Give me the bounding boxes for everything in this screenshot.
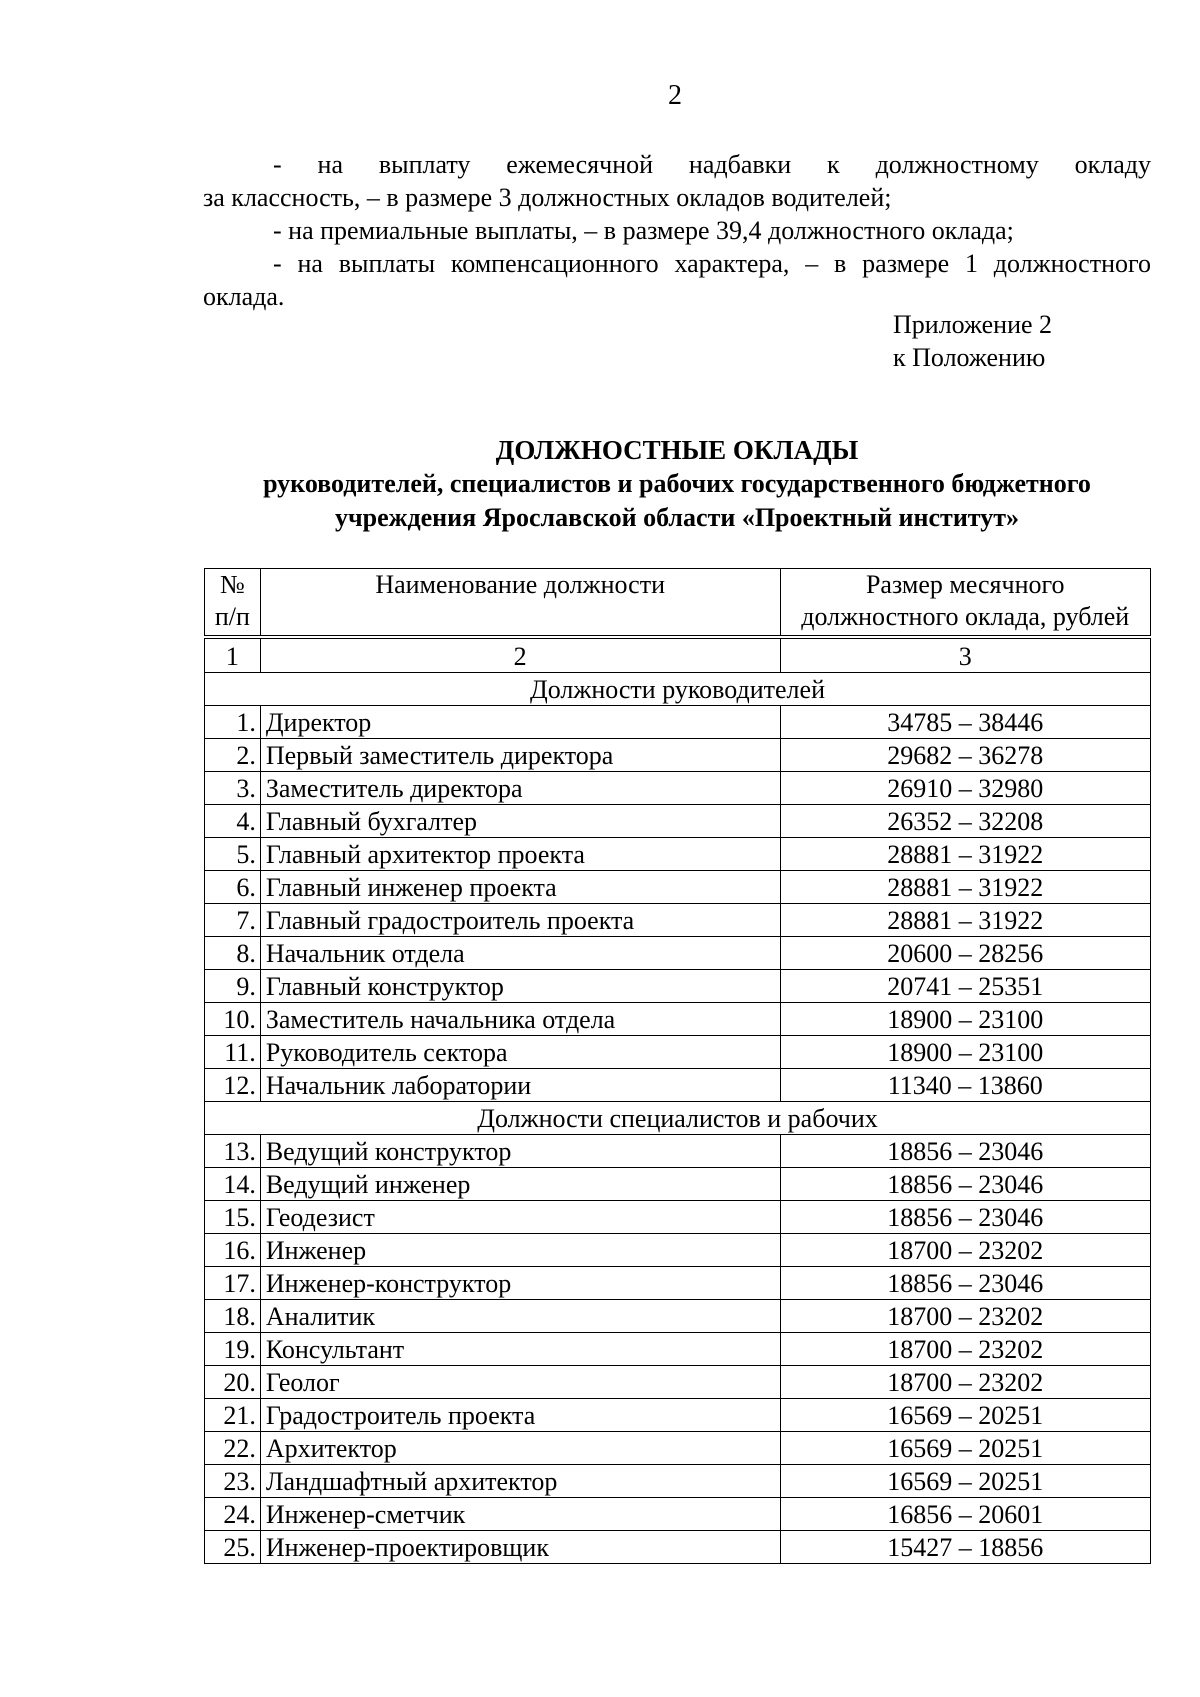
row-number-cell: 1. [205, 706, 261, 739]
row-number-cell: 14. [205, 1168, 261, 1201]
row-number-cell: 19. [205, 1333, 261, 1366]
row-number-cell: 24. [205, 1498, 261, 1531]
table-row [205, 1465, 1151, 1498]
table-row [205, 937, 1151, 970]
salary-range-cell: 18700 – 23202 [780, 1300, 1151, 1333]
position-name-cell: Главный градостроитель проекта [260, 904, 780, 937]
row-number-cell: 3. [205, 772, 261, 805]
table-row [205, 1432, 1151, 1465]
salary-range-cell: 16856 – 20601 [780, 1498, 1151, 1531]
table-row [205, 1399, 1151, 1432]
table-row [205, 1201, 1151, 1234]
position-name-cell: Инженер-конструктор [260, 1267, 780, 1300]
title-main: ДОЛЖНОСТНЫЕ ОКЛАДЫ [495, 435, 859, 465]
row-number-cell: 2. [205, 739, 261, 772]
table-row [205, 1003, 1151, 1036]
salary-range-cell: 16569 – 20251 [780, 1432, 1151, 1465]
salary-range-cell: 34785 – 38446 [780, 706, 1151, 739]
row-number-cell: 11. [205, 1036, 261, 1069]
position-name-cell: Главный бухгалтер [260, 805, 780, 838]
appendix-line: Приложение 2 [893, 310, 1053, 339]
paragraph-line: за классность, – в размере 3 должностных окладов водителей; [203, 183, 892, 212]
row-number-cell: 9. [205, 970, 261, 1003]
position-name-cell: Начальник отдела [260, 937, 780, 970]
row-number-cell: 5. [205, 838, 261, 871]
position-name-cell: Главный архитектор проекта [260, 838, 780, 871]
table-row [205, 838, 1151, 871]
appendix-reference [893, 308, 1052, 374]
row-number-cell: 16. [205, 1234, 261, 1267]
position-name-cell: Ведущий инженер [260, 1168, 780, 1201]
salary-range-cell: 11340 – 13860 [780, 1069, 1151, 1102]
header-text: № [220, 570, 245, 599]
table-row [205, 970, 1151, 1003]
table-row [205, 772, 1151, 805]
position-name-cell: Инженер-проектировщик [260, 1531, 780, 1564]
row-number-cell: 8. [205, 937, 261, 970]
salary-range-cell: 29682 – 36278 [780, 739, 1151, 772]
header-number-cell [205, 569, 261, 638]
header-position-cell: Наименование должности [260, 569, 780, 638]
row-number-cell: 10. [205, 1003, 261, 1036]
title-subtitle-line: учреждения Ярославской области «Проектный институт» [334, 503, 1020, 532]
header-salary-cell [780, 569, 1151, 638]
table-row [205, 1531, 1151, 1564]
section-title: Должности специалистов и рабочих [205, 1102, 1151, 1135]
salary-range-cell: 18856 – 23046 [780, 1201, 1151, 1234]
salary-range-cell: 20600 – 28256 [780, 937, 1151, 970]
section-header-row [205, 1102, 1151, 1135]
column-numbering-row [205, 637, 1151, 673]
position-name-cell: Начальник лаборатории [260, 1069, 780, 1102]
header-text: п/п [214, 602, 250, 631]
document-title [203, 433, 1151, 535]
table-row [205, 1333, 1151, 1366]
salary-range-cell: 28881 – 31922 [780, 871, 1151, 904]
salary-range-cell: 16569 – 20251 [780, 1399, 1151, 1432]
position-name-cell: Градостроитель проекта [260, 1399, 780, 1432]
column-number: 3 [780, 637, 1151, 673]
salary-range-cell: 18900 – 23100 [780, 1036, 1151, 1069]
column-number: 1 [205, 637, 261, 673]
table-row [205, 805, 1151, 838]
salary-range-cell: 26352 – 32208 [780, 805, 1151, 838]
salary-range-cell: 18700 – 23202 [780, 1333, 1151, 1366]
row-number-cell: 21. [205, 1399, 261, 1432]
salary-range-cell: 26910 – 32980 [780, 772, 1151, 805]
column-number: 2 [260, 637, 780, 673]
row-number-cell: 4. [205, 805, 261, 838]
position-name-cell: Главный конструктор [260, 970, 780, 1003]
table-row [205, 1300, 1151, 1333]
table-row [205, 1498, 1151, 1531]
header-text: Размер месячного [865, 570, 1065, 599]
row-number-cell: 6. [205, 871, 261, 904]
title-subtitle-line: руководителей, специалистов и рабочих государственного бюджетного [263, 469, 1091, 498]
paragraph-line: - на выплату ежемесячной надбавки к должностному окладу [273, 150, 1151, 179]
row-number-cell: 13. [205, 1135, 261, 1168]
position-name-cell: Архитектор [260, 1432, 780, 1465]
salary-range-cell: 18700 – 23202 [780, 1234, 1151, 1267]
paragraph-classness-bonus [203, 148, 1151, 214]
table-row [205, 739, 1151, 772]
table-row [205, 1069, 1151, 1102]
table-row [205, 1366, 1151, 1399]
row-number-cell: 12. [205, 1069, 261, 1102]
paragraph-compensation-payments [203, 247, 1151, 313]
position-name-cell: Заместитель начальника отдела [260, 1003, 780, 1036]
table-row [205, 1036, 1151, 1069]
position-name-cell: Геодезист [260, 1201, 780, 1234]
section-title: Должности руководителей [205, 673, 1151, 706]
row-number-cell: 17. [205, 1267, 261, 1300]
paragraph-line: - на премиальные выплаты, – в размере 39,4 должностного оклада; [273, 216, 1014, 245]
table-row [205, 871, 1151, 904]
page-number: 2 [668, 80, 682, 111]
position-name-cell: Инженер [260, 1234, 780, 1267]
position-name-cell: Ландшафтный архитектор [260, 1465, 780, 1498]
table-row [205, 1135, 1151, 1168]
paragraph-line: - на выплаты компенсационного характера, – в размере 1 должностного [273, 249, 1151, 278]
position-name-cell: Главный инженер проекта [260, 871, 780, 904]
paragraph-bonus-payments [203, 214, 1151, 247]
salary-range-cell: 28881 – 31922 [780, 838, 1151, 871]
row-number-cell: 22. [205, 1432, 261, 1465]
position-name-cell: Заместитель директора [260, 772, 780, 805]
paragraph-line: оклада. [203, 282, 285, 311]
salary-range-cell: 28881 – 31922 [780, 904, 1151, 937]
table-row [205, 706, 1151, 739]
row-number-cell: 23. [205, 1465, 261, 1498]
table-header-row [205, 569, 1151, 638]
salary-range-cell: 18856 – 23046 [780, 1135, 1151, 1168]
position-name-cell: Руководитель сектора [260, 1036, 780, 1069]
table-row [205, 1267, 1151, 1300]
salary-table [204, 568, 1151, 1564]
section-header-row [205, 673, 1151, 706]
salary-range-cell: 18856 – 23046 [780, 1267, 1151, 1300]
row-number-cell: 18. [205, 1300, 261, 1333]
table-row [205, 1168, 1151, 1201]
position-name-cell: Первый заместитель директора [260, 739, 780, 772]
table-row [205, 1234, 1151, 1267]
position-name-cell: Геолог [260, 1366, 780, 1399]
position-name-cell: Ведущий конструктор [260, 1135, 780, 1168]
row-number-cell: 15. [205, 1201, 261, 1234]
salary-range-cell: 16569 – 20251 [780, 1465, 1151, 1498]
table-row [205, 904, 1151, 937]
position-name-cell: Инженер-сметчик [260, 1498, 780, 1531]
header-text: должностного оклада, рублей [801, 602, 1130, 631]
salary-range-cell: 20741 – 25351 [780, 970, 1151, 1003]
row-number-cell: 20. [205, 1366, 261, 1399]
salary-range-cell: 18700 – 23202 [780, 1366, 1151, 1399]
salary-range-cell: 18900 – 23100 [780, 1003, 1151, 1036]
position-name-cell: Аналитик [260, 1300, 780, 1333]
appendix-line: к Положению [893, 343, 1046, 372]
salary-range-cell: 18856 – 23046 [780, 1168, 1151, 1201]
salary-range-cell: 15427 – 18856 [780, 1531, 1151, 1564]
position-name-cell: Консультант [260, 1333, 780, 1366]
row-number-cell: 7. [205, 904, 261, 937]
row-number-cell: 25. [205, 1531, 261, 1564]
position-name-cell: Директор [260, 706, 780, 739]
